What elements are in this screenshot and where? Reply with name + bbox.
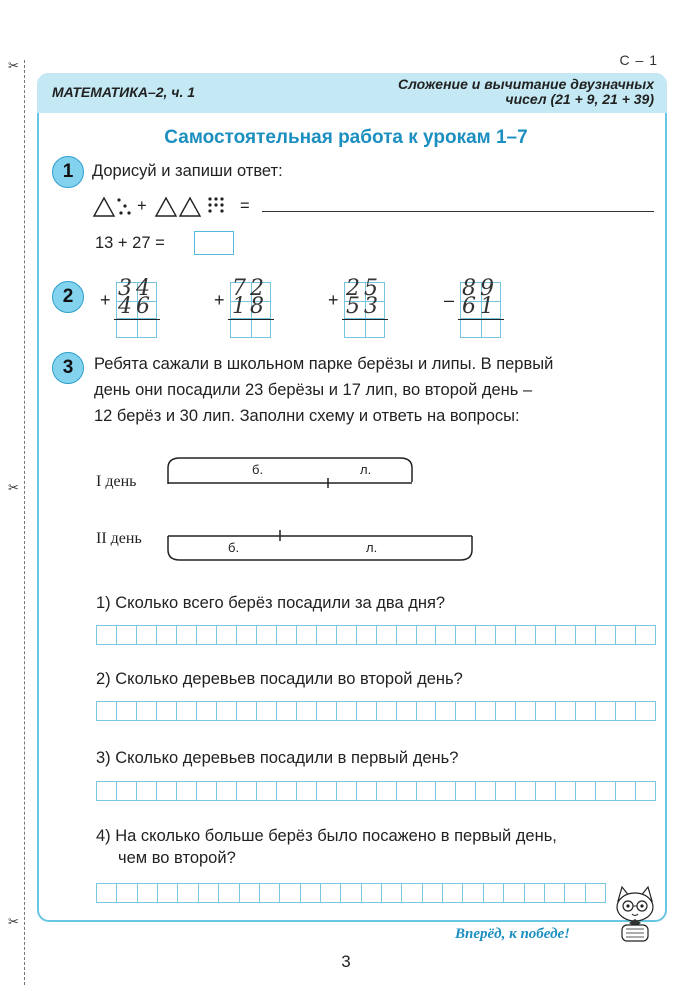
task1-equation: 13 + 27 = bbox=[95, 234, 165, 252]
birch-label: б. bbox=[228, 540, 240, 555]
day2-segment-diagram bbox=[160, 530, 480, 566]
task-number-2: 2 bbox=[52, 281, 84, 313]
operator-sign: – bbox=[444, 290, 455, 310]
plus-sign: + bbox=[137, 197, 147, 215]
answer-cells-1[interactable] bbox=[96, 625, 656, 645]
top-number: 72 bbox=[232, 276, 268, 301]
answer-cells-4[interactable] bbox=[96, 883, 606, 903]
operator-sign: + bbox=[214, 290, 225, 310]
task3-text-line-2: день они посадили 23 берёзы и 17 лип, во второй день – bbox=[94, 381, 533, 399]
top-number: 34 bbox=[118, 276, 154, 301]
task-number-1: 1 bbox=[52, 156, 84, 188]
cat-mascot-icon bbox=[612, 885, 658, 943]
top-number: 25 bbox=[346, 276, 382, 301]
linden-label: л. bbox=[360, 462, 372, 477]
page-title: Самостоятельная работа к урокам 1–7 bbox=[164, 127, 528, 148]
answer-box[interactable] bbox=[194, 231, 234, 255]
subject-label: МАТЕМАТИКА–2, ч. 1 bbox=[52, 84, 196, 100]
triangle-icon bbox=[94, 198, 114, 216]
question-2: 2) Сколько деревьев посадили во второй день? bbox=[96, 670, 463, 688]
task1-text: Дорисуй и запиши ответ: bbox=[92, 162, 283, 180]
bottom-number: 18 bbox=[232, 294, 268, 319]
day1-segment-diagram bbox=[160, 452, 420, 488]
question-1: 1) Сколько всего берёз посадили за два дня? bbox=[96, 594, 446, 612]
bottom-number: 61 bbox=[462, 294, 498, 319]
answer-cells-2[interactable] bbox=[96, 701, 656, 721]
day1-label: I день bbox=[96, 473, 137, 490]
day2-label: II день bbox=[96, 530, 142, 547]
answer-line-task1[interactable] bbox=[262, 211, 654, 212]
task-number-3: 3 bbox=[52, 352, 84, 384]
triangle-icon bbox=[156, 198, 176, 216]
slogan: Вперёд, к победе! bbox=[455, 926, 571, 942]
task3-text-line-3: 12 берёз и 30 лип. Заполни схему и ответь на вопросы: bbox=[94, 407, 520, 425]
question-3: 3) Сколько деревьев посадили в первый день? bbox=[96, 749, 459, 767]
scissors-icon: ✂ bbox=[8, 58, 19, 73]
bottom-number: 53 bbox=[346, 294, 382, 319]
difference-bar bbox=[458, 319, 504, 320]
topic-line-1: Сложение и вычитание двузначных bbox=[397, 76, 654, 92]
sheet-code: С – 1 bbox=[619, 52, 658, 68]
operator-sign: + bbox=[100, 290, 111, 310]
topic-line-2: чисел (21 + 9, 21 + 39) bbox=[505, 91, 654, 107]
linden-label: л. bbox=[366, 540, 378, 555]
operator-sign: + bbox=[328, 290, 339, 310]
task3-text-line-1: Ребята сажали в школьном парке берёзы и липы. В первый bbox=[94, 355, 554, 373]
page-number: 3 bbox=[341, 952, 351, 971]
topic-label bbox=[324, 77, 654, 107]
sum-bar bbox=[228, 319, 274, 320]
triangle-icon bbox=[180, 198, 200, 216]
birch-label: б. bbox=[252, 462, 264, 477]
equals-sign: = bbox=[240, 197, 250, 215]
scissors-icon: ✂ bbox=[8, 480, 19, 495]
question-4-line-2: чем во второй? bbox=[118, 849, 236, 867]
scissors-icon: ✂ bbox=[8, 914, 19, 929]
top-number: 89 bbox=[462, 276, 498, 301]
cut-line bbox=[24, 60, 25, 985]
bottom-number: 46 bbox=[118, 294, 154, 319]
sum-bar bbox=[114, 319, 160, 320]
answer-cells-3[interactable] bbox=[96, 781, 656, 801]
sum-bar bbox=[342, 319, 388, 320]
question-4-line-1: 4) На сколько больше берёз было посажено в первый день, bbox=[96, 827, 557, 845]
